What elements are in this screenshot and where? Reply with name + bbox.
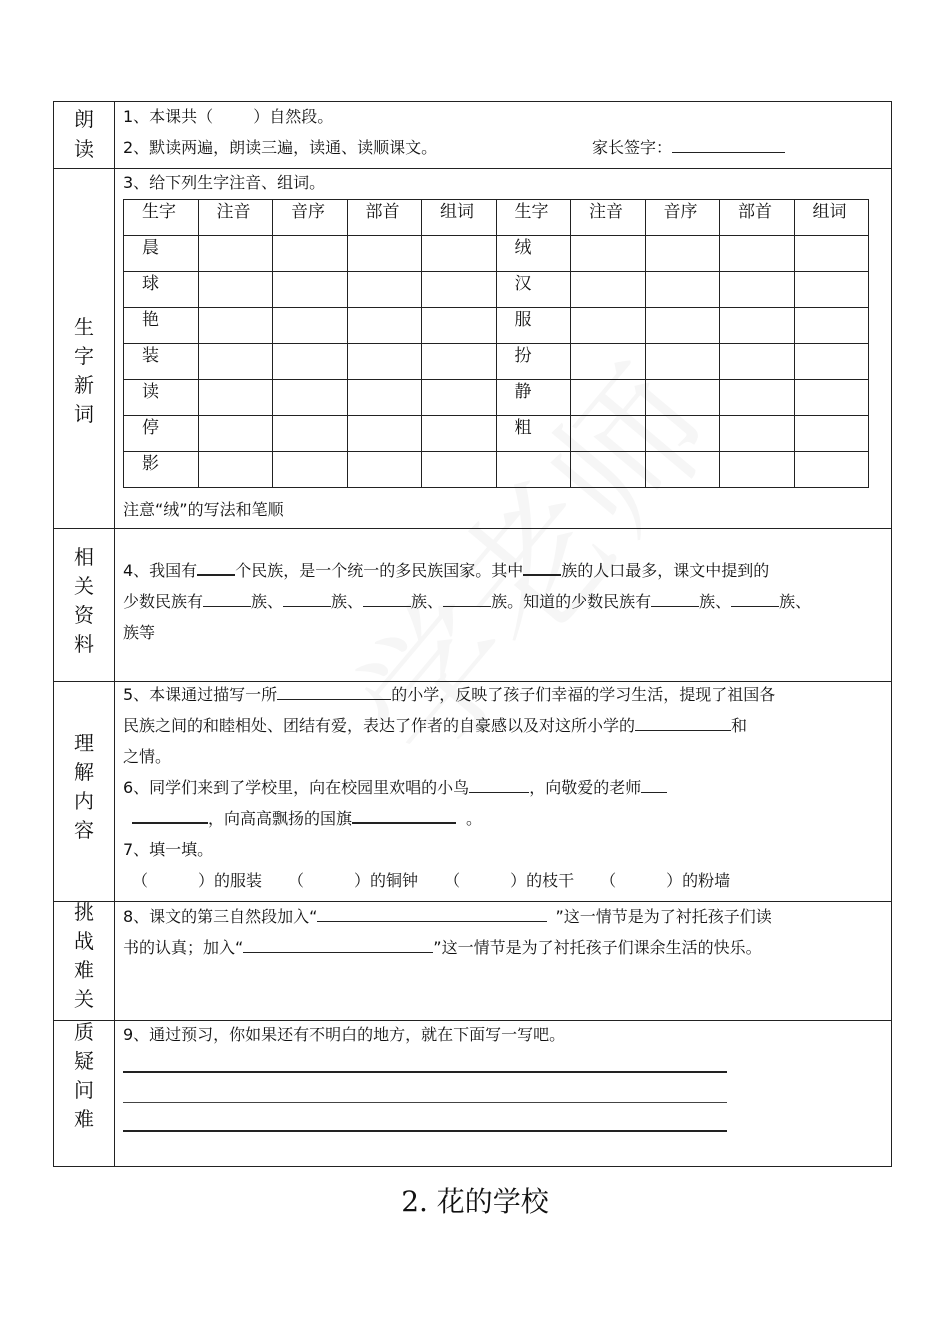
answer-cell xyxy=(794,344,869,380)
table-header-cell: 组词 xyxy=(794,200,869,236)
answer-line xyxy=(123,1130,727,1132)
answer-cell xyxy=(645,308,720,344)
character-cell: 影 xyxy=(124,452,199,488)
table-header-cell: 组词 xyxy=(422,200,497,236)
section-label-understanding: 理解内容 xyxy=(74,731,94,842)
answer-cell xyxy=(273,308,348,344)
character-cell: 扮 xyxy=(496,344,571,380)
character-cell: 装 xyxy=(124,344,199,380)
question-8-line-2: 书的认真；加入“ ”这一情节是为了衬托孩子们课余生活的快乐。 xyxy=(123,938,762,957)
answer-cell xyxy=(571,272,646,308)
character-cell: 读 xyxy=(124,380,199,416)
table-row xyxy=(124,236,869,272)
table-header-cell: 注音 xyxy=(198,200,273,236)
question-2: 2、默读两遍，朗读三遍，读通、读顺课文。 xyxy=(123,138,438,157)
answer-cell xyxy=(720,380,795,416)
table-row xyxy=(124,380,869,416)
answer-cell xyxy=(571,236,646,272)
answer-cell xyxy=(571,416,646,452)
table-row xyxy=(124,308,869,344)
question-7-fill: （ ）的服装 （ ）的铜钟 （ ）的枝干 （ ）的粉墙 xyxy=(132,871,731,890)
table-row xyxy=(124,416,869,452)
row-divider xyxy=(53,528,892,529)
answer-cell xyxy=(720,236,795,272)
character-cell: 停 xyxy=(124,416,199,452)
answer-cell xyxy=(645,380,720,416)
character-table xyxy=(123,199,869,488)
answer-cell xyxy=(720,452,795,488)
section-label-challenge: 挑战难关 xyxy=(74,900,94,1011)
answer-line xyxy=(123,1071,727,1073)
answer-cell xyxy=(198,344,273,380)
question-7: 7、填一填。 xyxy=(123,840,214,859)
character-cell xyxy=(496,452,571,488)
answer-cell xyxy=(198,452,273,488)
answer-cell xyxy=(422,416,497,452)
section-label-reading: 朗读 xyxy=(74,107,94,161)
answer-cell xyxy=(347,452,422,488)
answer-cell xyxy=(645,344,720,380)
table-header-row xyxy=(124,200,869,236)
answer-cell xyxy=(347,416,422,452)
answer-line xyxy=(123,1102,727,1103)
question-4-line-2: 少数民族有 族、 族、 族、 族。知道的少数民族有 族、 族、 xyxy=(123,592,812,611)
page-title: 2. 花的学校 xyxy=(401,1185,549,1218)
question-6-line-1: 6、同学们来到了学校里，向在校园里欢唱的小鸟 ，向敬爱的老师 xyxy=(123,775,667,798)
answer-cell xyxy=(273,380,348,416)
answer-cell xyxy=(645,272,720,308)
table-row xyxy=(124,452,869,488)
answer-cell xyxy=(422,380,497,416)
table-header-cell: 生字 xyxy=(496,200,571,236)
table-header-cell: 生字 xyxy=(124,200,199,236)
answer-cell xyxy=(720,308,795,344)
question-4-line-1: 4、我国有 个民族，是一个统一的多民族国家。其中 族的人口最多，课文中提到的 xyxy=(123,561,770,580)
answer-cell xyxy=(422,272,497,308)
section-label-new-words: 生字新词 xyxy=(74,315,94,426)
section-label-materials: 相关资料 xyxy=(74,545,94,656)
answer-cell xyxy=(571,380,646,416)
section-label-questions: 质疑问难 xyxy=(74,1020,94,1131)
answer-cell xyxy=(794,308,869,344)
parent-signature: 家长签字： xyxy=(592,135,785,158)
question-4-line-3: 族等 xyxy=(123,623,156,642)
question-3: 3、给下列生字注音、组词。 xyxy=(123,173,326,192)
answer-cell xyxy=(645,452,720,488)
answer-cell xyxy=(198,308,273,344)
question-8-line-1: 8、课文的第三自然段加入“ ”这一情节是为了衬托孩子们读 xyxy=(123,907,772,926)
row-divider xyxy=(53,168,892,169)
table-header-cell: 音序 xyxy=(645,200,720,236)
question-5-line-2: 民族之间的和睦相处、团结有爱，表达了作者的自豪感以及对这所小学的 和 xyxy=(123,716,748,735)
question-5-line-1: 5、本课通过描写一所 的小学，反映了孩子们幸福的学习生活，提现了祖国各 xyxy=(123,685,776,704)
row-divider xyxy=(53,1020,892,1021)
question-1: 1、本课共（ ）自然段。 xyxy=(123,107,334,126)
answer-cell xyxy=(198,272,273,308)
question-9: 9、通过预习，你如果还有不明白的地方，就在下面写一写吧。 xyxy=(123,1025,566,1044)
answer-cell xyxy=(571,344,646,380)
character-cell: 汉 xyxy=(496,272,571,308)
table-header-cell: 部首 xyxy=(720,200,795,236)
character-cell: 粗 xyxy=(496,416,571,452)
answer-cell xyxy=(347,236,422,272)
table-row xyxy=(124,344,869,380)
answer-cell xyxy=(347,272,422,308)
answer-cell xyxy=(347,380,422,416)
answer-cell xyxy=(273,452,348,488)
answer-cell xyxy=(794,380,869,416)
column-divider xyxy=(114,101,115,1167)
answer-cell xyxy=(422,452,497,488)
answer-cell xyxy=(273,344,348,380)
answer-cell xyxy=(794,236,869,272)
answer-cell xyxy=(720,272,795,308)
question-5-line-3: 之情。 xyxy=(123,747,172,766)
answer-cell xyxy=(347,344,422,380)
character-cell: 艳 xyxy=(124,308,199,344)
question-6-line-2: ，向高高飘扬的国旗 。 xyxy=(132,806,482,829)
answer-cell xyxy=(571,452,646,488)
answer-cell xyxy=(347,308,422,344)
answer-cell xyxy=(571,308,646,344)
answer-cell xyxy=(273,236,348,272)
answer-cell xyxy=(720,344,795,380)
character-cell: 静 xyxy=(496,380,571,416)
table-header-cell: 注音 xyxy=(571,200,646,236)
character-cell: 服 xyxy=(496,308,571,344)
answer-cell xyxy=(645,236,720,272)
table-row xyxy=(124,272,869,308)
note: 注意“绒”的写法和笔顺 xyxy=(123,500,284,519)
answer-cell xyxy=(794,452,869,488)
row-divider xyxy=(53,901,892,902)
answer-cell xyxy=(273,416,348,452)
answer-cell xyxy=(422,236,497,272)
answer-cell xyxy=(273,272,348,308)
answer-cell xyxy=(645,416,720,452)
answer-cell xyxy=(198,380,273,416)
answer-cell xyxy=(720,416,795,452)
answer-cell xyxy=(422,344,497,380)
character-cell: 绒 xyxy=(496,236,571,272)
answer-cell xyxy=(198,416,273,452)
table-header-cell: 音序 xyxy=(273,200,348,236)
table-header-cell: 部首 xyxy=(347,200,422,236)
answer-cell xyxy=(794,272,869,308)
character-cell: 球 xyxy=(124,272,199,308)
answer-cell xyxy=(422,308,497,344)
answer-cell xyxy=(198,236,273,272)
answer-cell xyxy=(794,416,869,452)
character-cell: 晨 xyxy=(124,236,199,272)
